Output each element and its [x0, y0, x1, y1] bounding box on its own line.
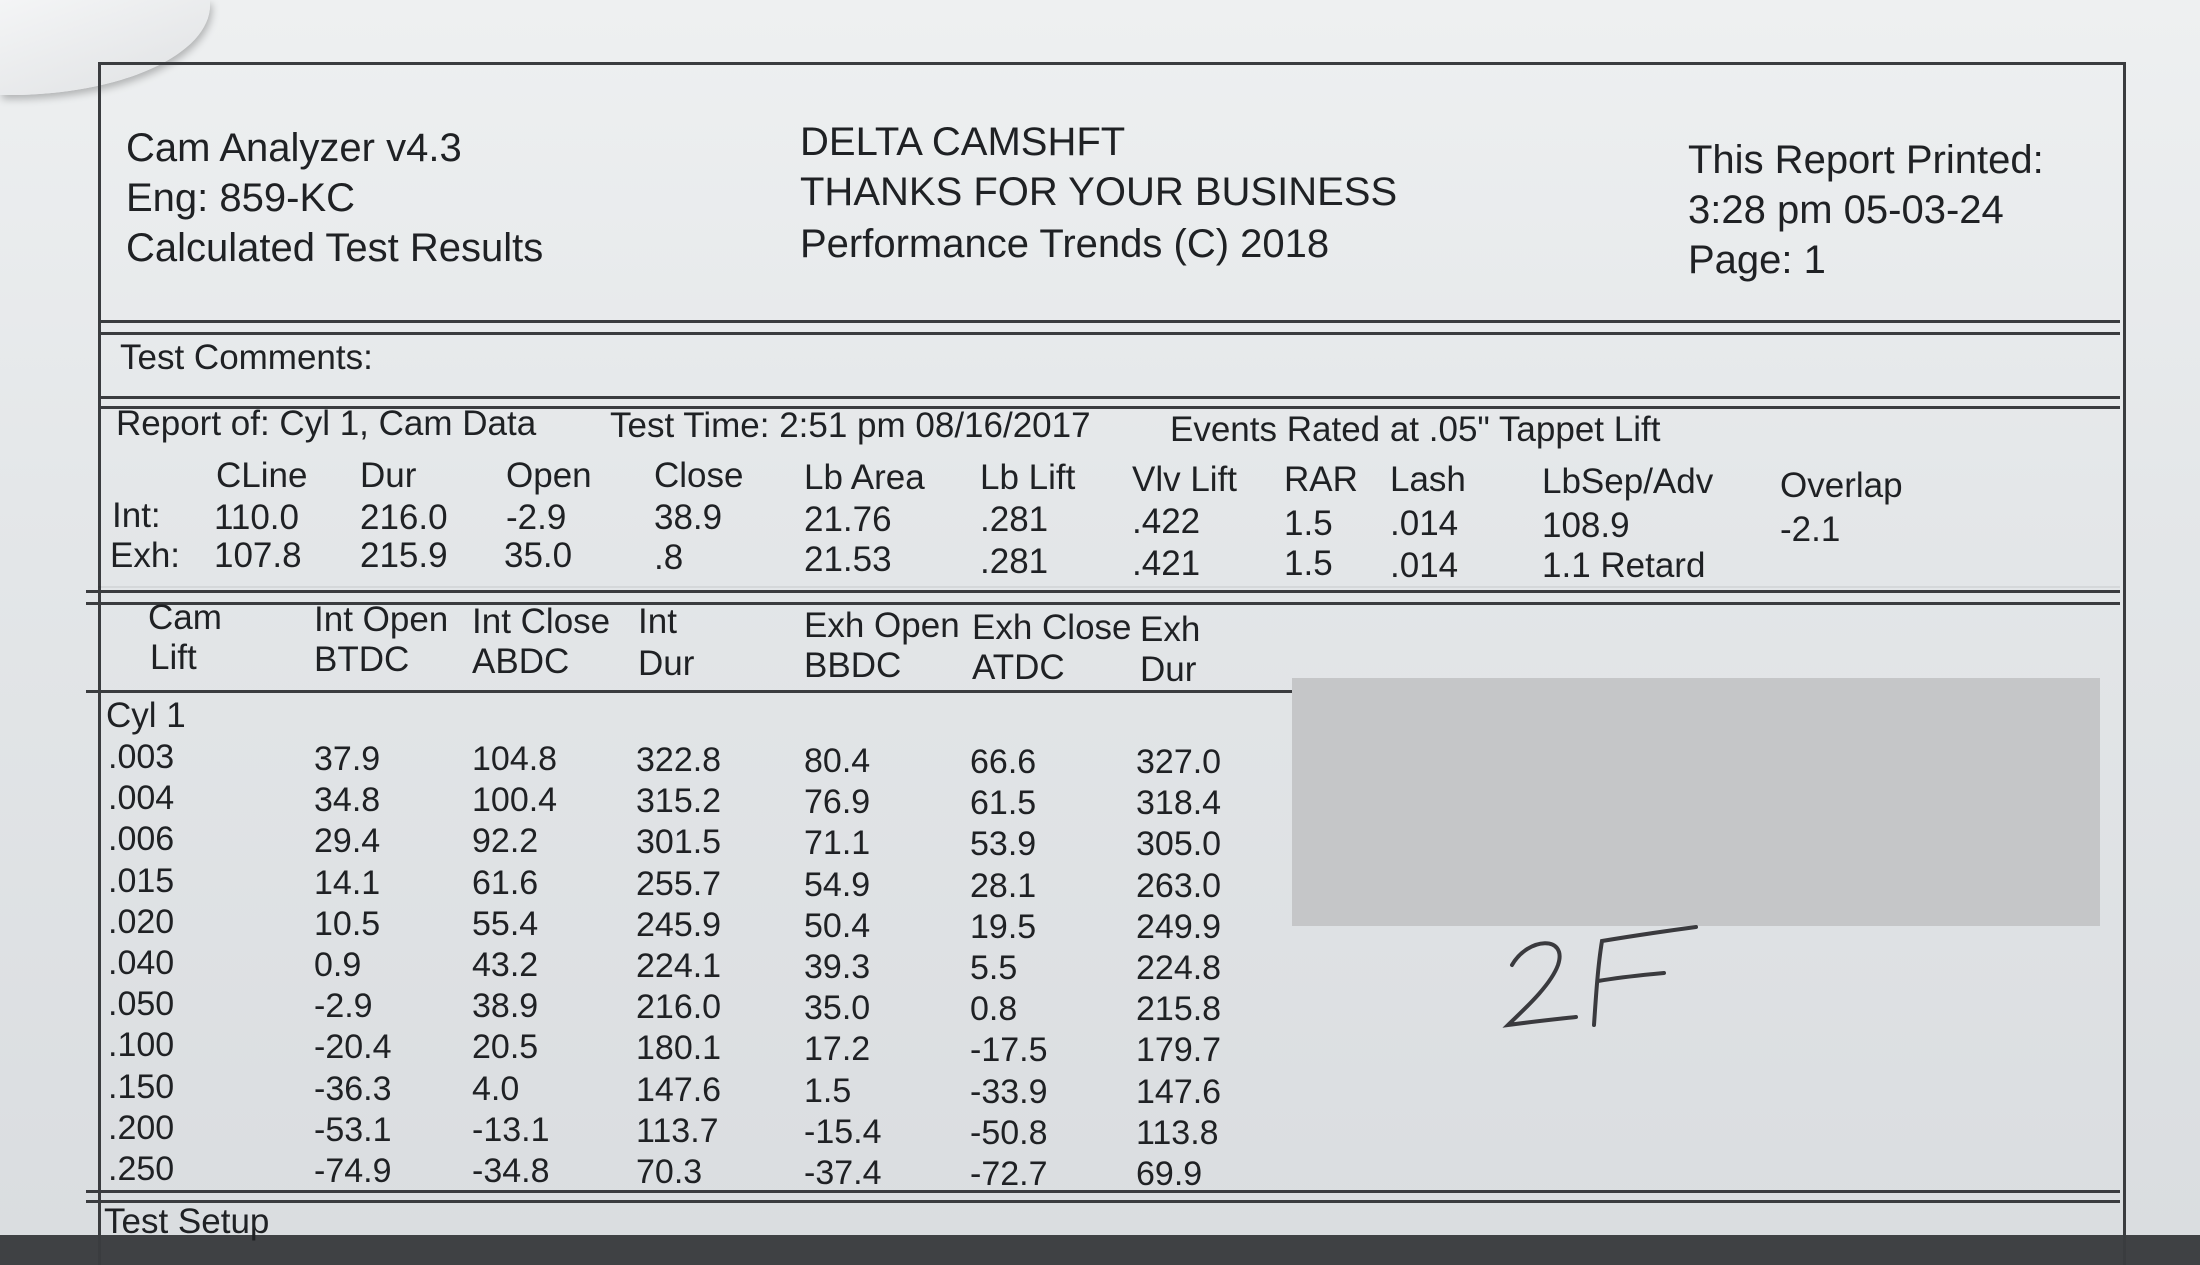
cell-exh-open: 17.2	[804, 1030, 871, 1069]
rule-header-2	[98, 332, 2120, 335]
cell-exh-dur: 263.0	[1136, 866, 1222, 905]
cell-int-dur: 180.1	[636, 1029, 722, 1068]
exh-lash: .014	[1390, 546, 1459, 585]
paper-crease	[98, 586, 2120, 588]
cell-exh-dur: 179.7	[1136, 1031, 1222, 1070]
col-exh-close-bottom: ATDC	[972, 648, 1065, 687]
test-time: Test Time: 2:51 pm 08/16/2017	[610, 406, 1091, 445]
cell-exh-open: -37.4	[804, 1154, 882, 1192]
col-exh-open-top: Exh Open	[804, 606, 960, 645]
cell-lift: .020	[108, 902, 175, 941]
int-lb-lift: .281	[980, 500, 1049, 539]
exh-lb-area: 21.53	[804, 540, 892, 579]
cell-exh-close: 19.5	[970, 907, 1037, 946]
cell-int-close: 55.4	[472, 904, 539, 943]
cell-int-open: -53.1	[314, 1110, 392, 1149]
table-group-label: Cyl 1	[106, 696, 186, 735]
cell-exh-open: -15.4	[804, 1112, 882, 1151]
rule-header	[98, 320, 2120, 323]
exh-open: 35.0	[504, 536, 573, 575]
cell-int-open: -74.9	[314, 1152, 392, 1190]
cell-int-close: 104.8	[472, 740, 558, 778]
cell-int-open: 14.1	[314, 863, 381, 902]
exh-label: Exh:	[110, 536, 181, 575]
cell-int-close: 92.2	[472, 822, 539, 861]
cell-lift: .200	[108, 1108, 175, 1147]
int-close: 38.9	[654, 498, 723, 537]
int-label: Int:	[112, 496, 161, 535]
col-cam-top: Cam	[148, 598, 222, 637]
col-int-open-bottom: BTDC	[314, 640, 410, 679]
hdr-open: Open	[506, 456, 592, 495]
rule-summary	[86, 590, 2120, 593]
cell-int-close: 20.5	[472, 1028, 539, 1067]
cell-int-open: -20.4	[314, 1028, 392, 1067]
printed-time: 3:28 pm 05-03-24	[1688, 188, 2004, 232]
exh-vlv-lift: .421	[1132, 544, 1201, 583]
cell-lift: .004	[108, 779, 175, 818]
printed-label: This Report Printed:	[1688, 138, 2044, 182]
cell-int-dur: 70.3	[636, 1153, 703, 1191]
cell-exh-close: -33.9	[970, 1072, 1048, 1111]
col-int-dur-top: Int	[638, 602, 677, 641]
handwritten-note	[1498, 925, 1708, 1045]
cell-int-open: -2.9	[314, 987, 373, 1026]
rule-comments	[98, 396, 2120, 399]
int-vlv-lift: .422	[1132, 502, 1201, 541]
cell-int-dur: 315.2	[636, 782, 722, 821]
cell-exh-open: 39.3	[804, 948, 871, 986]
int-lash: .014	[1390, 504, 1459, 543]
cell-lift: .006	[108, 820, 175, 859]
cell-exh-close: -50.8	[970, 1113, 1048, 1152]
cell-exh-close: 66.6	[970, 743, 1037, 781]
cell-exh-open: 50.4	[804, 906, 871, 945]
cell-exh-dur: 215.8	[1136, 990, 1222, 1029]
cell-int-dur: 224.1	[636, 947, 722, 985]
cell-int-open: 0.9	[314, 946, 362, 984]
cell-int-open: 37.9	[314, 740, 381, 778]
hdr-vlv-lift: Vlv Lift	[1132, 460, 1238, 499]
int-rar: 1.5	[1284, 504, 1333, 543]
int-lb-area: 21.76	[804, 500, 892, 539]
cell-int-close: 4.0	[472, 1069, 520, 1108]
company-name: DELTA CAMSHFT	[800, 120, 1126, 164]
col-cam-bottom: Lift	[150, 638, 197, 677]
cell-int-close: 61.6	[472, 863, 539, 902]
cell-int-open: -36.3	[314, 1069, 392, 1108]
cell-int-dur: 113.7	[636, 1111, 719, 1150]
cell-exh-close: 28.1	[970, 866, 1037, 905]
cell-lift: .250	[108, 1150, 175, 1188]
cell-exh-close: 5.5	[970, 949, 1018, 987]
hdr-lb-lift: Lb Lift	[980, 458, 1076, 497]
cell-int-dur: 322.8	[636, 741, 722, 779]
hdr-cline: CLine	[216, 456, 308, 495]
cell-int-close: 38.9	[472, 987, 539, 1026]
cell-exh-open: 76.9	[804, 783, 871, 822]
test-setup-label: Test Setup	[104, 1202, 270, 1241]
cell-int-dur: 245.9	[636, 905, 722, 944]
engine-id: Eng: 859-KC	[126, 176, 356, 220]
cell-exh-open: 71.1	[804, 824, 871, 863]
col-int-close-top: Int Close	[472, 602, 611, 641]
col-int-dur-bottom: Dur	[638, 644, 695, 683]
cell-exh-dur: 69.9	[1136, 1155, 1203, 1193]
hdr-rar: RAR	[1284, 460, 1358, 499]
cell-lift: .015	[108, 861, 175, 900]
comments-label: Test Comments:	[120, 338, 373, 377]
cell-exh-close: 0.8	[970, 990, 1018, 1029]
rule-footer-2	[86, 1200, 2120, 1203]
exh-cline: 107.8	[214, 536, 302, 575]
copyright-line: Performance Trends (C) 2018	[800, 222, 1330, 266]
int-cline: 110.0	[214, 498, 299, 537]
col-int-open-top: Int Open	[314, 600, 449, 639]
col-int-close-bottom: ABDC	[472, 642, 570, 681]
hdr-lbsep: LbSep/Adv	[1542, 462, 1714, 501]
cell-int-close: -34.8	[472, 1152, 550, 1190]
cell-int-dur: 301.5	[636, 823, 722, 862]
col-exh-open-bottom: BBDC	[804, 646, 902, 685]
hdr-dur: Dur	[360, 456, 417, 495]
events-rated: Events Rated at .05" Tappet Lift	[1170, 410, 1661, 449]
handwritten-text: 2F	[1498, 925, 1500, 926]
exh-rar: 1.5	[1284, 544, 1333, 583]
cell-exh-dur: 224.8	[1136, 949, 1222, 987]
col-exh-dur-bottom: Dur	[1140, 650, 1197, 689]
hdr-overlap: Overlap	[1780, 466, 1903, 505]
thanks-line: THANKS FOR YOUR BUSINESS	[800, 170, 1398, 214]
int-overlap: -2.1	[1780, 510, 1841, 549]
cell-lift: .050	[108, 985, 175, 1024]
cell-lift: .100	[108, 1026, 175, 1065]
cell-lift: .040	[108, 944, 175, 982]
cell-int-close: -13.1	[472, 1110, 550, 1149]
cell-int-open: 34.8	[314, 781, 381, 820]
report-of: Report of: Cyl 1, Cam Data	[116, 404, 537, 443]
cell-int-dur: 216.0	[636, 988, 722, 1027]
int-lbsep: 108.9	[1542, 506, 1630, 545]
cell-lift: .150	[108, 1067, 175, 1106]
cell-exh-open: 80.4	[804, 742, 871, 780]
cell-exh-open: 1.5	[804, 1071, 852, 1110]
cell-int-close: 43.2	[472, 946, 539, 984]
cell-int-dur: 147.6	[636, 1070, 722, 1109]
int-dur: 216.0	[360, 498, 448, 537]
exh-lb-lift: .281	[980, 542, 1049, 581]
results-type: Calculated Test Results	[126, 226, 544, 270]
cell-int-close: 100.4	[472, 781, 558, 820]
hdr-lb-area: Lb Area	[804, 458, 925, 497]
exh-dur: 215.9	[360, 536, 448, 575]
cell-exh-close: -72.7	[970, 1155, 1048, 1193]
page-number: Page: 1	[1688, 238, 1826, 282]
hdr-close: Close	[654, 456, 744, 495]
cell-exh-open: 54.9	[804, 865, 871, 904]
cell-exh-dur: 147.6	[1136, 1072, 1222, 1111]
cell-int-open: 10.5	[314, 904, 381, 943]
cell-exh-close: -17.5	[970, 1031, 1048, 1070]
cell-exh-close: 53.9	[970, 825, 1037, 864]
exh-lbsep: 1.1 Retard	[1542, 546, 1706, 585]
cell-exh-close: 61.5	[970, 784, 1037, 823]
cell-exh-open: 35.0	[804, 989, 871, 1028]
int-open: -2.9	[506, 498, 567, 537]
col-exh-close-top: Exh Close	[972, 608, 1132, 647]
rule-footer	[86, 1190, 2120, 1193]
cell-exh-dur: 305.0	[1136, 825, 1222, 864]
cell-exh-dur: 113.8	[1136, 1113, 1219, 1152]
redacted-area	[1292, 678, 2100, 926]
program-name: Cam Analyzer v4.3	[126, 126, 462, 170]
cell-exh-dur: 327.0	[1136, 743, 1222, 781]
hdr-lash: Lash	[1390, 460, 1466, 499]
rule-table-header	[86, 690, 1292, 693]
exh-close: .8	[654, 538, 684, 577]
cell-exh-dur: 249.9	[1136, 907, 1222, 946]
cell-exh-dur: 318.4	[1136, 784, 1222, 823]
cell-lift: .003	[108, 738, 175, 776]
cell-int-dur: 255.7	[636, 864, 722, 903]
col-exh-dur-top: Exh	[1140, 610, 1201, 649]
cell-int-open: 29.4	[314, 822, 381, 861]
